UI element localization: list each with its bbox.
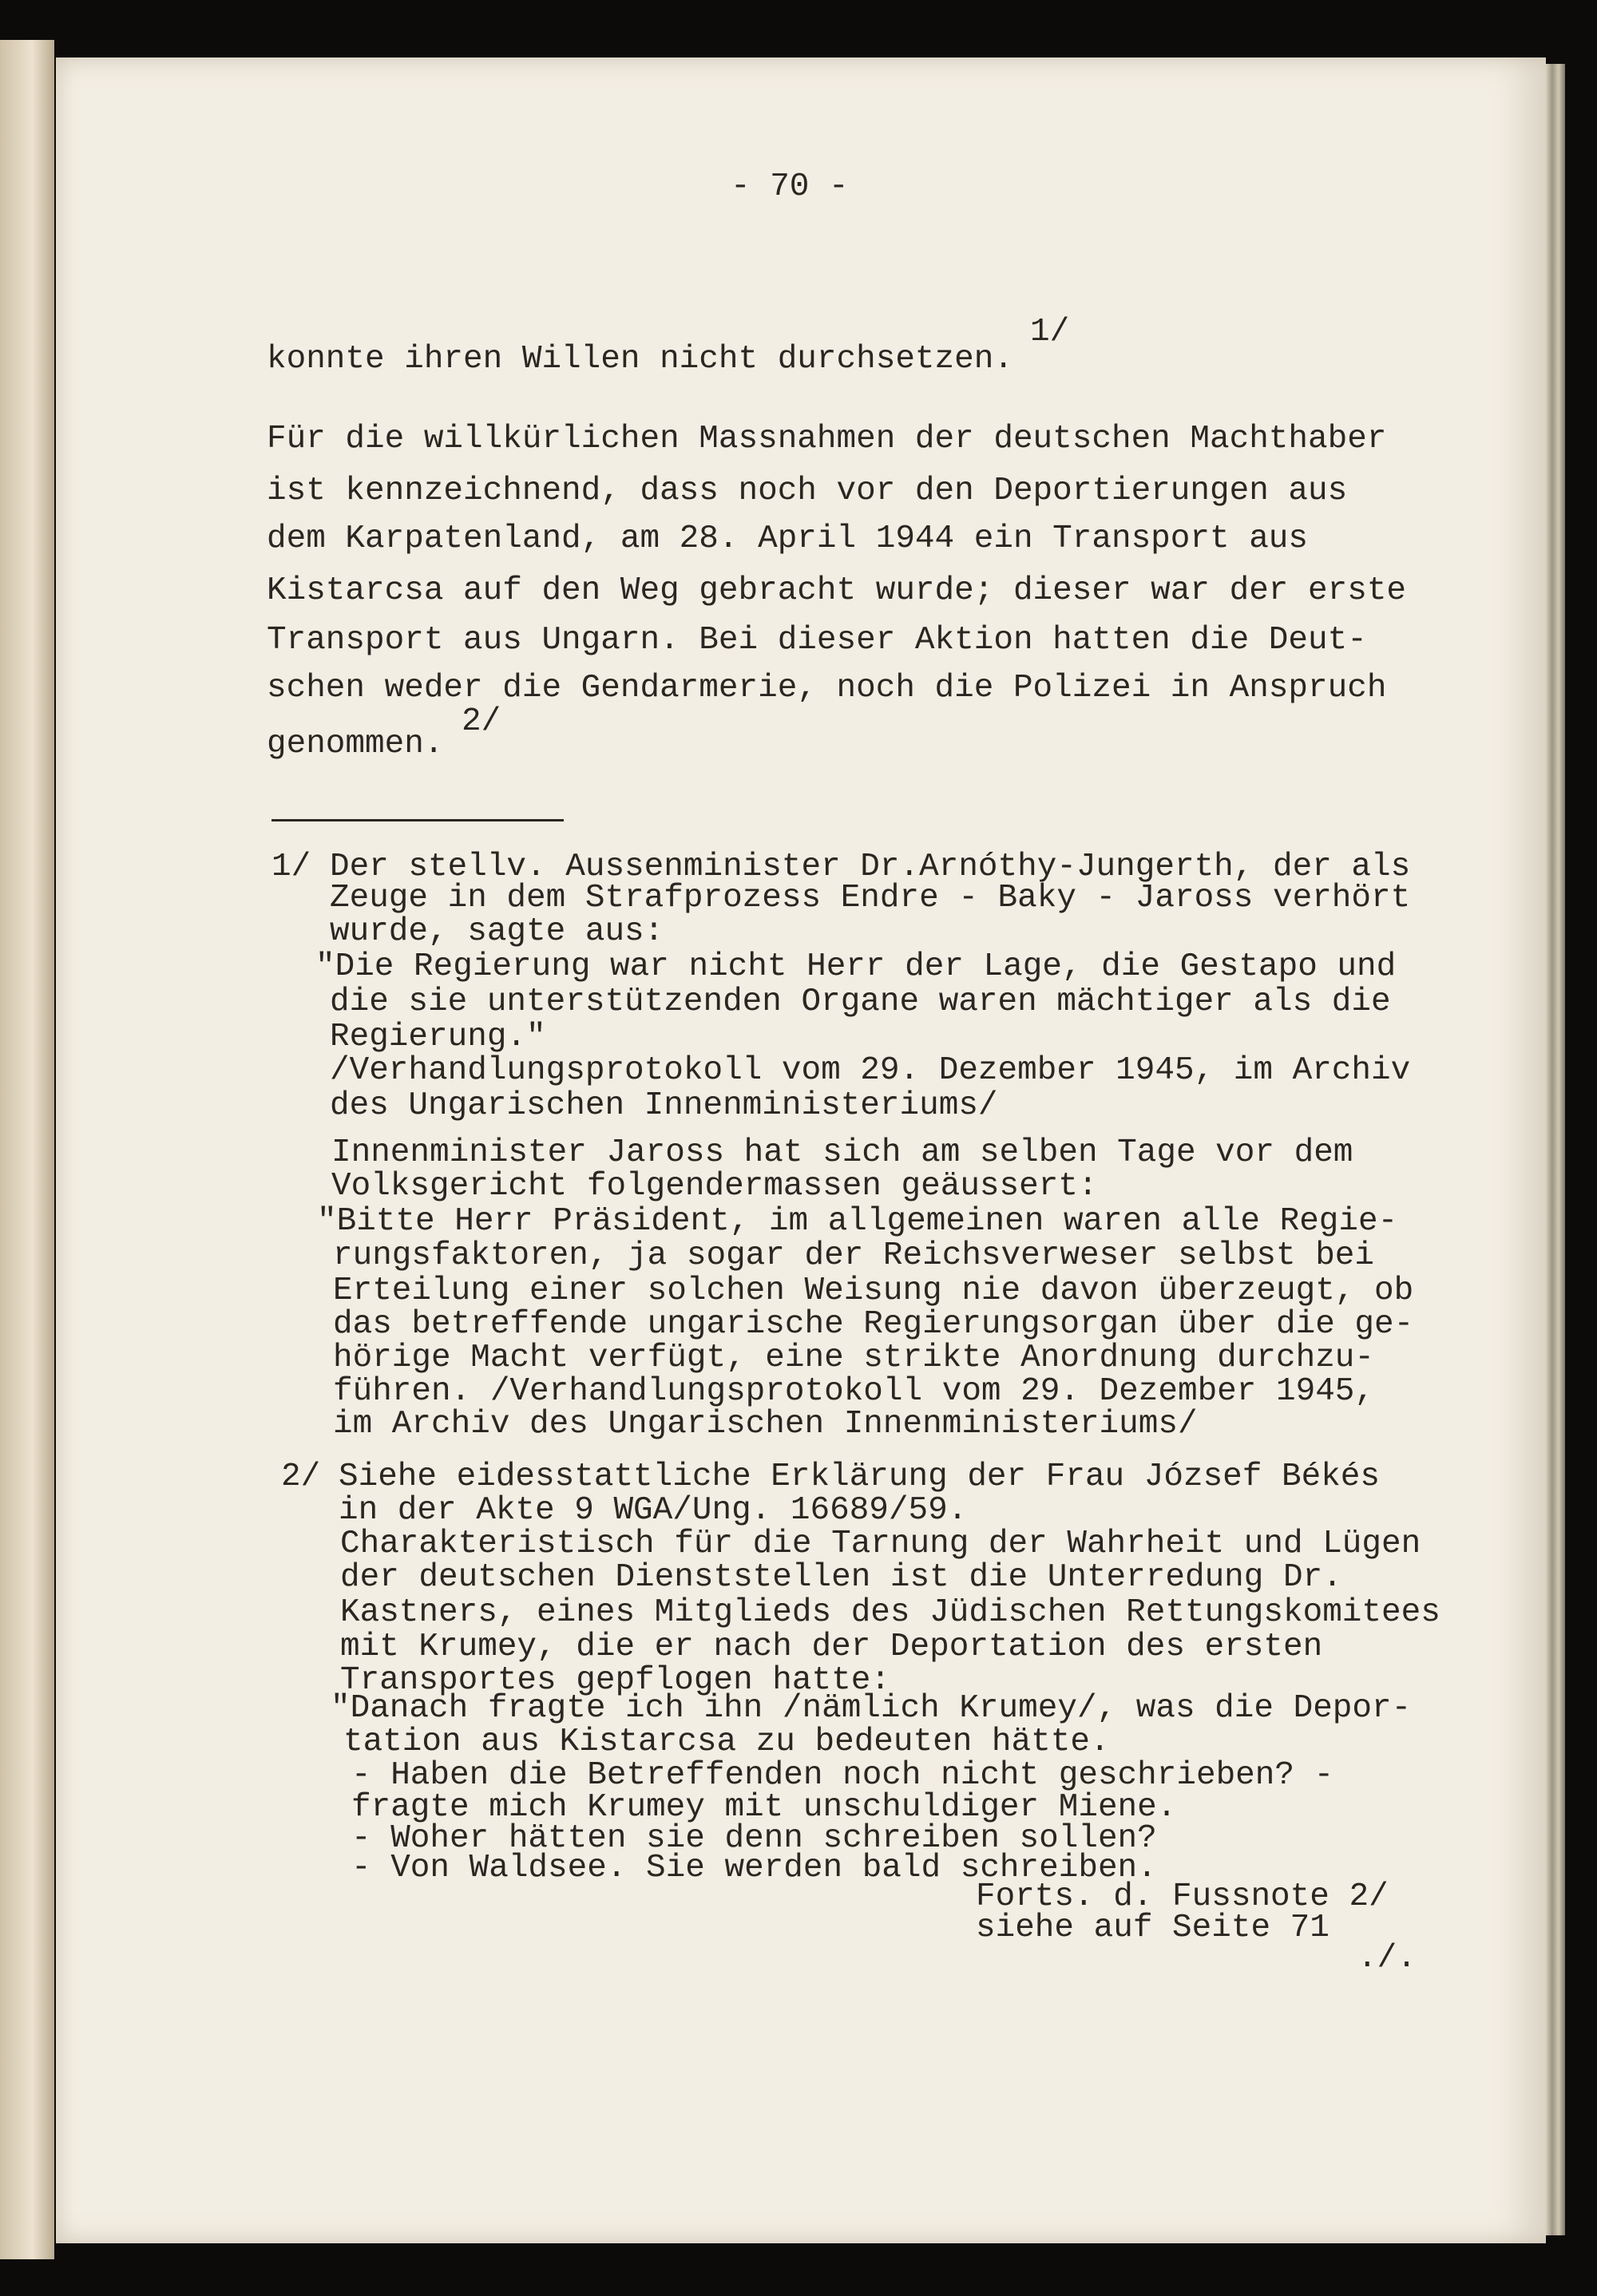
adjacent-page-edge xyxy=(0,40,54,2259)
footnote-line: führen. /Verhandlungsprotokoll vom 29. Dezember 1945, xyxy=(333,1373,1375,1410)
footnote-separator xyxy=(271,819,564,821)
footnote-line: des Ungarischen Innenministeriums/ xyxy=(330,1087,998,1124)
footnote-line: tation aus Kistarcsa zu bedeuten hätte. xyxy=(343,1724,1110,1760)
footnote-ref-1: 1/ xyxy=(1030,314,1070,350)
body-line: ist kennzeichnend, dass noch vor den Deportierungen aus xyxy=(267,473,1348,509)
footnote-line: - Woher hätten sie denn schreiben sollen? xyxy=(351,1820,1157,1857)
footnote-line: Charakteristisch für die Tarnung der Wahrheit und Lügen xyxy=(340,1526,1421,1562)
footnote-line: rungsfaktoren, ja sogar der Reichsverweser selbst bei xyxy=(333,1237,1375,1274)
body-line: Für die willkürlichen Massnahmen der deutschen Machthaber xyxy=(267,421,1387,457)
body-line: dem Karpatenland, am 28. April 1944 ein Transport aus xyxy=(267,521,1309,557)
body-line: Kistarcsa auf den Weg gebracht wurde; dieser war der erste xyxy=(267,572,1407,609)
footnote-line: Zeuge in dem Strafprozess Endre - Baky - Jaross verhört xyxy=(330,880,1411,916)
continued-mark: ./. xyxy=(1357,1940,1417,1977)
footnote-line: "Die Regierung war nicht Herr der Lage, die Gestapo und xyxy=(315,948,1397,985)
footnote-line: Kastners, eines Mitglieds des Jüdischen Rettungskomitees xyxy=(340,1594,1440,1631)
footnote-line: "Danach fragte ich ihn /nämlich Krumey/, was die Depor- xyxy=(331,1690,1412,1727)
footnote-1-marker: 1/ xyxy=(271,849,311,885)
footnote-line: das betreffende ungarische Regierungsorgan über die ge- xyxy=(333,1306,1414,1343)
footnote-line: die sie unterstützenden Organe waren mächtiger als die xyxy=(330,984,1391,1020)
body-line: schen weder die Gendarmerie, noch die Polizei in Anspruch xyxy=(267,670,1387,707)
continuation-note: Forts. d. Fussnote 2/ xyxy=(976,1878,1389,1915)
continuation-note: siehe auf Seite 71 xyxy=(976,1910,1330,1946)
footnote-ref-2: 2/ xyxy=(462,703,501,740)
footnote-line: Transportes gepflogen hatte: xyxy=(340,1662,890,1699)
footnote-line: mit Krumey, die er nach der Deportation des ersten xyxy=(340,1629,1323,1665)
body-line: Transport aus Ungarn. Bei dieser Aktion hatten die Deut- xyxy=(267,622,1367,659)
footnote-line: Erteilung einer solchen Weisung nie davon überzeugt, ob xyxy=(333,1273,1414,1309)
footnote-line: Regierung." xyxy=(330,1019,546,1055)
footnote-line: - Haben die Betreffenden noch nicht geschrieben? - xyxy=(351,1757,1334,1794)
page-number: - 70 - xyxy=(731,168,849,205)
footnote-line: Innenminister Jaross hat sich am selben Tage vor dem xyxy=(331,1134,1353,1171)
body-line: konnte ihren Willen nicht durchsetzen. xyxy=(267,341,1013,378)
footnote-2-marker: 2/ xyxy=(281,1459,321,1495)
footnote-line: hörige Macht verfügt, eine strikte Anordnung durchzu- xyxy=(333,1340,1375,1376)
footnote-line: Volksgericht folgendermassen geäussert: xyxy=(331,1168,1098,1205)
footnote-line: im Archiv des Ungarischen Innenministeriums/ xyxy=(333,1406,1198,1443)
footnote-line: fragte mich Krumey mit unschuldiger Miene. xyxy=(351,1789,1177,1826)
page-stack-edge xyxy=(1546,64,1565,2235)
footnote-line: der deutschen Dienststellen ist die Unterredung Dr. xyxy=(340,1559,1342,1596)
footnote-line: - Von Waldsee. Sie werden bald schreiben. xyxy=(351,1850,1157,1886)
footnote-line: "Bitte Herr Präsident, im allgemeinen waren alle Regie- xyxy=(317,1203,1398,1240)
footnote-line: Siehe eidesstattliche Erklärung der Frau József Békés xyxy=(339,1459,1381,1495)
footnote-line: wurde, sagte aus: xyxy=(330,913,664,950)
footnote-line: Der stellv. Aussenminister Dr.Arnóthy-Jungerth, der als xyxy=(330,849,1411,885)
body-line: genommen. xyxy=(267,726,444,762)
footnote-line: /Verhandlungsprotokoll vom 29. Dezember 1945, im Archiv xyxy=(330,1052,1411,1089)
footnote-line: in der Akte 9 WGA/Ung. 16689/59. xyxy=(339,1492,968,1529)
